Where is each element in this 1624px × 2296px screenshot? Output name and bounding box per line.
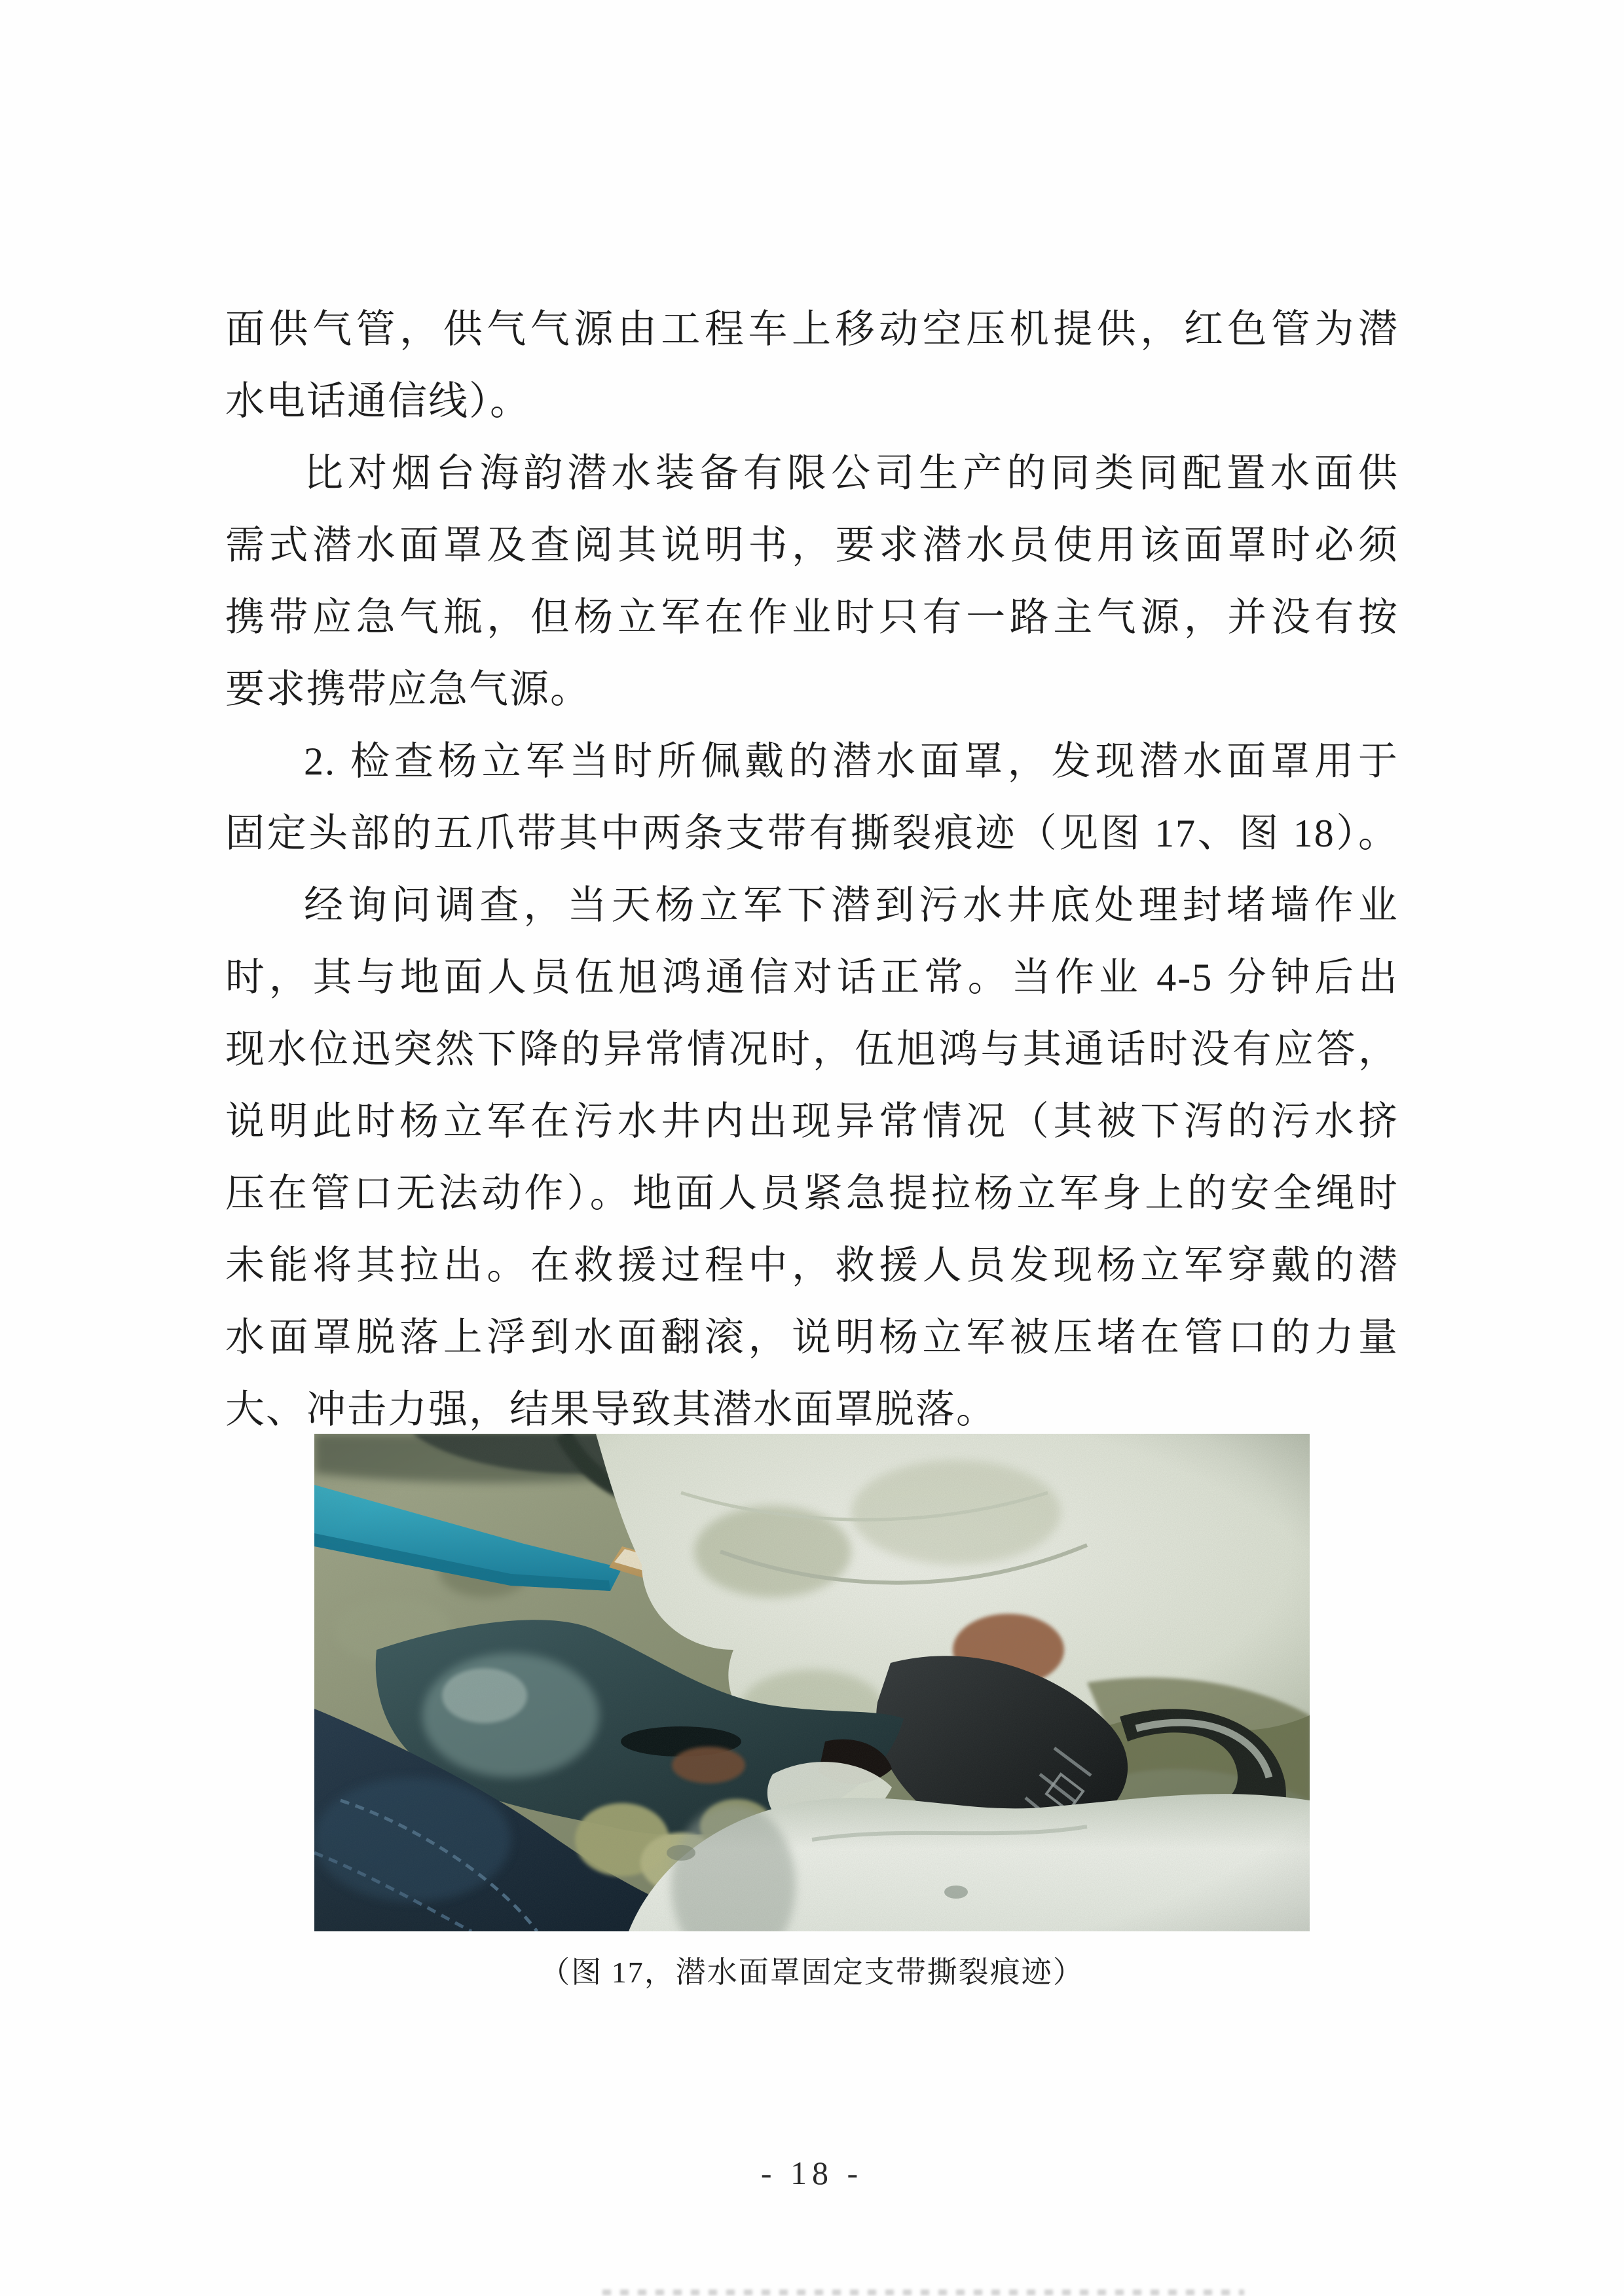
text-line: 压在管口无法动作）。地面人员紧急提拉杨立军身上的安全绳时 bbox=[225, 1172, 1399, 1215]
text-line: 大、冲击力强，结果导致其潜水面罩脱落。 bbox=[225, 1388, 997, 1431]
text-line: 水电话通信线）。 bbox=[225, 380, 530, 423]
text-line: 面供气管，供气气源由工程车上移动空压机提供，红色管为潜 bbox=[225, 308, 1399, 351]
text-line: 携带应急气瓶，但杨立军在作业时只有一路主气源，并没有按 bbox=[225, 596, 1399, 639]
page-number: - 18 - bbox=[760, 2155, 864, 2191]
text-line: 说明此时杨立军在污水井内出现异常情况（其被下泻的污水挤 bbox=[225, 1100, 1399, 1143]
text-line: 经询问调查，当天杨立军下潜到污水井底处理封堵墙作业 bbox=[304, 884, 1399, 927]
text-line: 时，其与地面人员伍旭鸿通信对话正常。当作业 4-5 分钟后出 bbox=[225, 956, 1399, 999]
text-line: 水面罩脱落上浮到水面翻滚，说明杨立军被压堵在管口的力量 bbox=[225, 1316, 1399, 1359]
body-text bbox=[225, 293, 1399, 1446]
photo-vignette bbox=[314, 1434, 1310, 1931]
text-line: 比对烟台海韵潜水装备有限公司生产的同类同配置水面供 bbox=[304, 452, 1399, 495]
bleed-through-artifact bbox=[602, 2289, 1244, 2295]
figure-17-caption: （图 17，潜水面罩固定支带撕裂痕迹） bbox=[540, 1956, 1084, 1989]
text-line: 要求携带应急气源。 bbox=[225, 668, 591, 711]
text-line: 未能将其拉出。在救援过程中，救援人员发现杨立军穿戴的潜 bbox=[225, 1244, 1399, 1287]
text-line: 2. 检查杨立军当时所佩戴的潜水面罩，发现潜水面罩用于 bbox=[304, 740, 1399, 783]
text-line: 固定头部的五爪带其中两条支带有撕裂痕迹（见图 17、图 18）。 bbox=[225, 812, 1399, 855]
figure-17 bbox=[314, 1434, 1310, 1992]
text-line: 需式潜水面罩及查阅其说明书，要求潜水员使用该面罩时必须 bbox=[225, 524, 1399, 567]
figure-17-photo bbox=[314, 1434, 1310, 1931]
torn-strap-photo-illustration bbox=[314, 1434, 1310, 1931]
text-line: 现水位迅突然下降的异常情况时，伍旭鸿与其通话时没有应答， bbox=[225, 1028, 1399, 1071]
